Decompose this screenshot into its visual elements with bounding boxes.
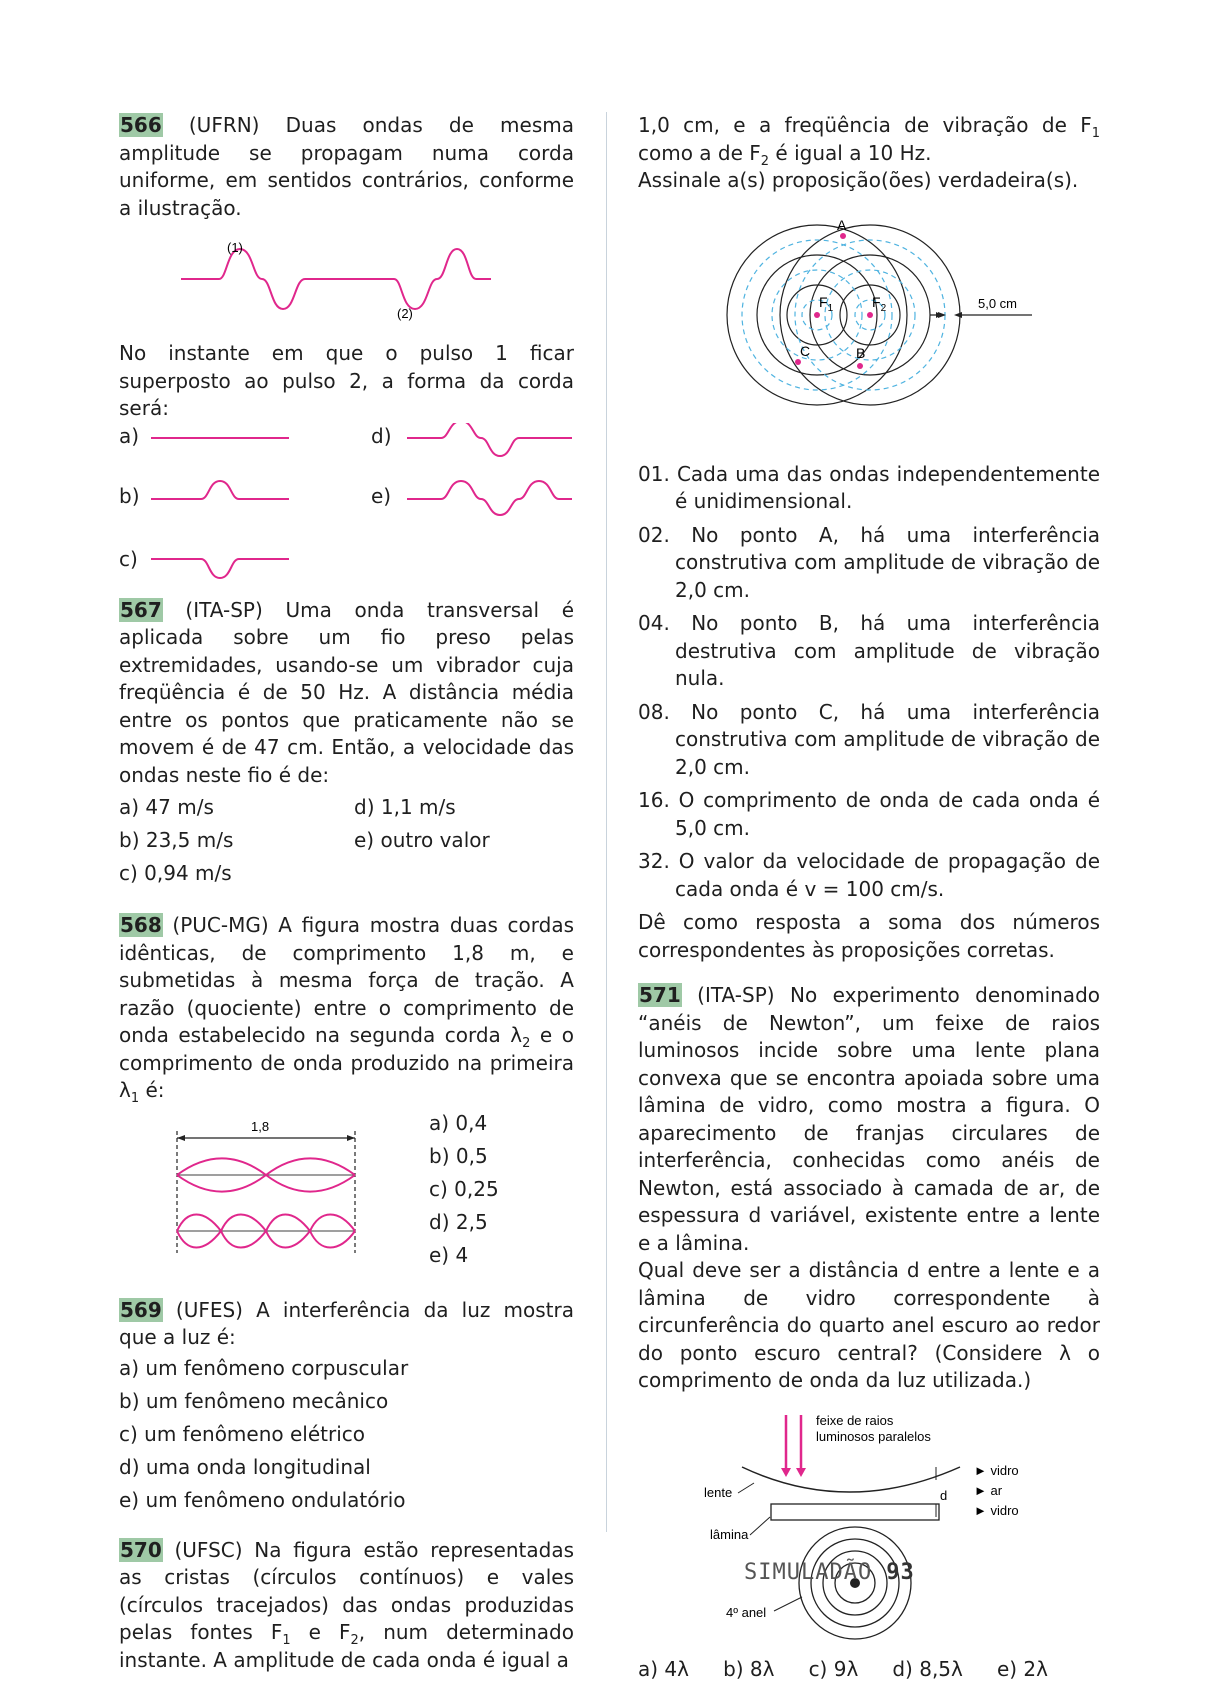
q568-sub-a: 2 — [522, 1036, 530, 1051]
q566-option-d[interactable]: d) — [371, 423, 392, 451]
item-text: No ponto C, há uma interferência construtiva com amplitude de vibração de 2,0 cm. — [675, 700, 1100, 779]
beam-label-1: feixe de raios — [816, 1413, 894, 1428]
q569-option-d[interactable]: d) uma onda longitudinal — [119, 1451, 574, 1484]
q570-text-b: e F — [291, 1620, 351, 1644]
q568-text-a: (PUC-MG) A figura mostra duas cordas idênticas, de comprimento 1,8 m, e submetidas à mesma força de tração. A razão (quociente) entre o comprimento de onda estabelecido na segunda corda λ — [119, 913, 574, 1047]
item-number: 04. — [638, 611, 670, 635]
q568-block — [119, 1105, 574, 1275]
q570-item-08[interactable] — [638, 699, 1100, 782]
q570-text-c: , num determinado instante. A amplitude de cada onda é igual a — [119, 1620, 574, 1672]
q566-option-b[interactable]: b) — [119, 483, 140, 511]
q568-text-b: e o comprimento de onda produzido na primeira λ — [119, 1023, 574, 1102]
question-number: 571 — [638, 983, 682, 1007]
q569-statement — [119, 1297, 574, 1352]
q566-option-e[interactable]: e) — [371, 483, 391, 511]
item-text: No ponto A, há uma interferência construtiva com amplitude de vibração de 2,0 cm. — [675, 523, 1100, 602]
lens-label: lente — [704, 1485, 732, 1500]
option-e-line — [407, 481, 572, 515]
q571-options — [638, 1656, 1048, 1683]
beam-label-2: luminosos paralelos — [816, 1429, 931, 1444]
q568-text-c: é: — [139, 1078, 164, 1102]
d-label: d — [940, 1488, 947, 1503]
q570-item-02[interactable] — [638, 522, 1100, 605]
q566-question: No instante em que o pulso 1 ficar superposto ao pulso 2, a forma da corda será: — [119, 340, 574, 423]
glass-plate — [771, 1504, 939, 1520]
pulse-2-label: (2) — [397, 306, 413, 321]
q568-statement — [119, 912, 574, 1105]
source-f2-label: $F_2$ — [872, 294, 887, 314]
item-number: 02. — [638, 523, 670, 547]
q570-statement — [119, 1537, 574, 1675]
vidro-top-label: ► vidro — [974, 1463, 1019, 1478]
q567-option-b[interactable]: b) 23,5 m/s — [119, 824, 354, 857]
q571-text: (ITA-SP) No experimento denominado “anéis de Newton”, um feixe de raios luminosos incide sobre uma lente plana convexa que se encontra apoiada sobre uma lâmina de vidro, como mostra a figura. O aparecimento de franjas circulares de interferência, conhecidas como anéis de Newton, está associado à camada de ar, de espessura d variável, existente entre a lente e a lâmina. — [638, 983, 1100, 1255]
q571-option-c[interactable]: c) 9λ — [809, 1656, 859, 1683]
q566-text: (UFRN) Duas ondas de mesma amplitude se propagam numa corda uniforme, em sentidos contrários, conforme a ilustração. — [119, 113, 574, 220]
q569-option-e[interactable]: e) um fenômeno ondulatório — [119, 1484, 574, 1517]
item-number: 01. — [638, 462, 670, 486]
point-c-label: C — [800, 343, 810, 359]
crests — [727, 225, 960, 405]
ar-label: ► ar — [974, 1483, 1003, 1498]
item-number: 08. — [638, 700, 670, 724]
q570-cont-sub-a: 1 — [1092, 126, 1100, 141]
point-b-label: B — [856, 345, 865, 361]
source-f1-label: $F_1$ — [819, 294, 834, 314]
q566-option-c[interactable]: c) — [119, 546, 138, 574]
q570-text-a: (UFSC) Na figura estão representadas as cristas (círculos contínuos) e vales (círculos tracejados) das ondas produzidas pelas fontes F — [119, 1538, 574, 1645]
item-text: O valor da velocidade de propagação de cada onda é v = 100 cm/s. — [675, 849, 1100, 901]
light-beam — [786, 1415, 801, 1473]
item-text: No ponto B, há uma interferência destrutiva com amplitude de vibração nula. — [675, 611, 1100, 690]
fourth-ring-label: 4º anel — [726, 1605, 766, 1620]
item-number: 32. — [638, 849, 670, 873]
q571-option-b[interactable]: b) 8λ — [723, 1656, 774, 1683]
page-number: 93 — [886, 1560, 915, 1585]
plate-label: lâmina — [710, 1527, 749, 1542]
q567-option-a[interactable]: a) 47 m/s — [119, 791, 354, 824]
lens — [742, 1467, 960, 1492]
q570-instruction: Assinale a(s) proposição(ões) verdadeira(s). — [638, 167, 1100, 195]
q570-cont-c: é igual a 10 Hz. — [769, 141, 931, 165]
vidro-bottom-label: ► vidro — [974, 1503, 1019, 1518]
q570-item-16[interactable] — [638, 787, 1100, 842]
q567-text: (ITA-SP) Uma onda transversal é aplicada sobre um fio preso pelas extremidades, usando-se um vibrador cuja freqüência é de 50 Hz. A distância média entre os pontos que praticamente não se movem é de 47 cm. Então, a velocidade das ondas neste fio é de: — [119, 598, 574, 787]
q569-options — [119, 1352, 574, 1517]
q568-figure — [169, 1113, 369, 1263]
q571-option-e[interactable]: e) 2λ — [997, 1656, 1048, 1683]
question-number: 569 — [119, 1298, 163, 1322]
q566-wave — [181, 249, 491, 309]
q566-option-a[interactable]: a) — [119, 423, 139, 451]
q568-option-e[interactable]: e) 4 — [429, 1239, 499, 1272]
q566-option-figures — [119, 423, 574, 593]
column-divider — [606, 112, 607, 1532]
point-a-label: A — [837, 217, 847, 233]
q569-text: (UFES) A interferência da luz mostra que a luz é: — [119, 1298, 574, 1350]
q570-items — [638, 461, 1100, 965]
item-number: 16. — [638, 788, 670, 812]
q570-item-01[interactable] — [638, 461, 1100, 516]
q566-options — [119, 423, 574, 593]
q571-statement — [638, 982, 1100, 1257]
q570-cont-sub-b: 2 — [761, 154, 769, 169]
q566-figure — [119, 236, 574, 326]
q570-continuation — [638, 112, 1100, 167]
q568-option-c[interactable]: c) 0,25 — [429, 1173, 499, 1206]
question-number: 567 — [119, 598, 163, 622]
q571-option-d[interactable]: d) 8,5λ — [892, 1656, 963, 1683]
q570-sub-b: 2 — [351, 1633, 359, 1648]
distance-label: 5,0 cm — [978, 296, 1017, 311]
q567-options — [119, 791, 574, 890]
string-length-label: 1,8 — [251, 1119, 269, 1134]
question-number: 566 — [119, 113, 163, 137]
q570-closing: Dê como resposta a soma dos números correspondentes às proposições corretas. — [638, 909, 1100, 964]
q569-option-a[interactable]: a) um fenômeno corpuscular — [119, 1352, 574, 1385]
q570-cont-b: como a de F — [638, 141, 761, 165]
option-b-line — [151, 481, 289, 499]
page-footer — [744, 1560, 915, 1585]
q567-statement — [119, 597, 574, 790]
item-text: O comprimento de onda de cada onda é 5,0 cm. — [675, 788, 1100, 840]
q571-question: Qual deve ser a distância d entre a lente e a lâmina de vidro correspondente à circunferência do quarto anel escuro ao redor do ponto escuro central? (Considere λ o comprimento de onda da luz utilizada.) — [638, 1257, 1100, 1395]
option-d-line — [407, 423, 572, 456]
troughs — [742, 240, 945, 390]
option-c-line — [151, 559, 289, 578]
pulse-1-label: (1) — [227, 240, 243, 255]
q568-sub-b: 1 — [131, 1091, 139, 1106]
left-column — [119, 112, 574, 1674]
q569-option-b[interactable]: b) um fenômeno mecânico — [119, 1385, 574, 1418]
q568-options — [429, 1107, 499, 1272]
q568-option-a[interactable]: a) 0,4 — [429, 1107, 499, 1140]
q569-option-c[interactable]: c) um fenômeno elétrico — [119, 1418, 574, 1451]
q570-interference-figure — [638, 203, 1100, 443]
q570-cont-a: 1,0 cm, e a freqüência de vibração de F — [638, 113, 1092, 137]
question-number: 568 — [119, 913, 163, 937]
q570-item-32[interactable] — [638, 848, 1100, 903]
right-column — [638, 112, 1100, 1683]
q568-option-b[interactable]: b) 0,5 — [429, 1140, 499, 1173]
q570-sub-a: 1 — [282, 1633, 290, 1648]
q568-option-d[interactable]: d) 2,5 — [429, 1206, 499, 1239]
q570-item-04[interactable] — [638, 610, 1100, 693]
q567-option-e[interactable]: e) outro valor — [354, 824, 574, 857]
question-number: 570 — [119, 1538, 163, 1562]
q571-newton-rings-figure — [638, 1405, 1100, 1650]
string-ends — [177, 1131, 355, 1253]
footer-title: SIMULADÃO — [744, 1560, 872, 1585]
q571-option-a[interactable]: a) 4λ — [638, 1656, 689, 1683]
q567-option-d[interactable]: d) 1,1 m/s — [354, 791, 574, 824]
q567-option-c[interactable]: c) 0,94 m/s — [119, 857, 354, 890]
item-text: Cada uma das ondas independentemente é unidimensional. — [675, 462, 1100, 514]
q566-statement — [119, 112, 574, 222]
